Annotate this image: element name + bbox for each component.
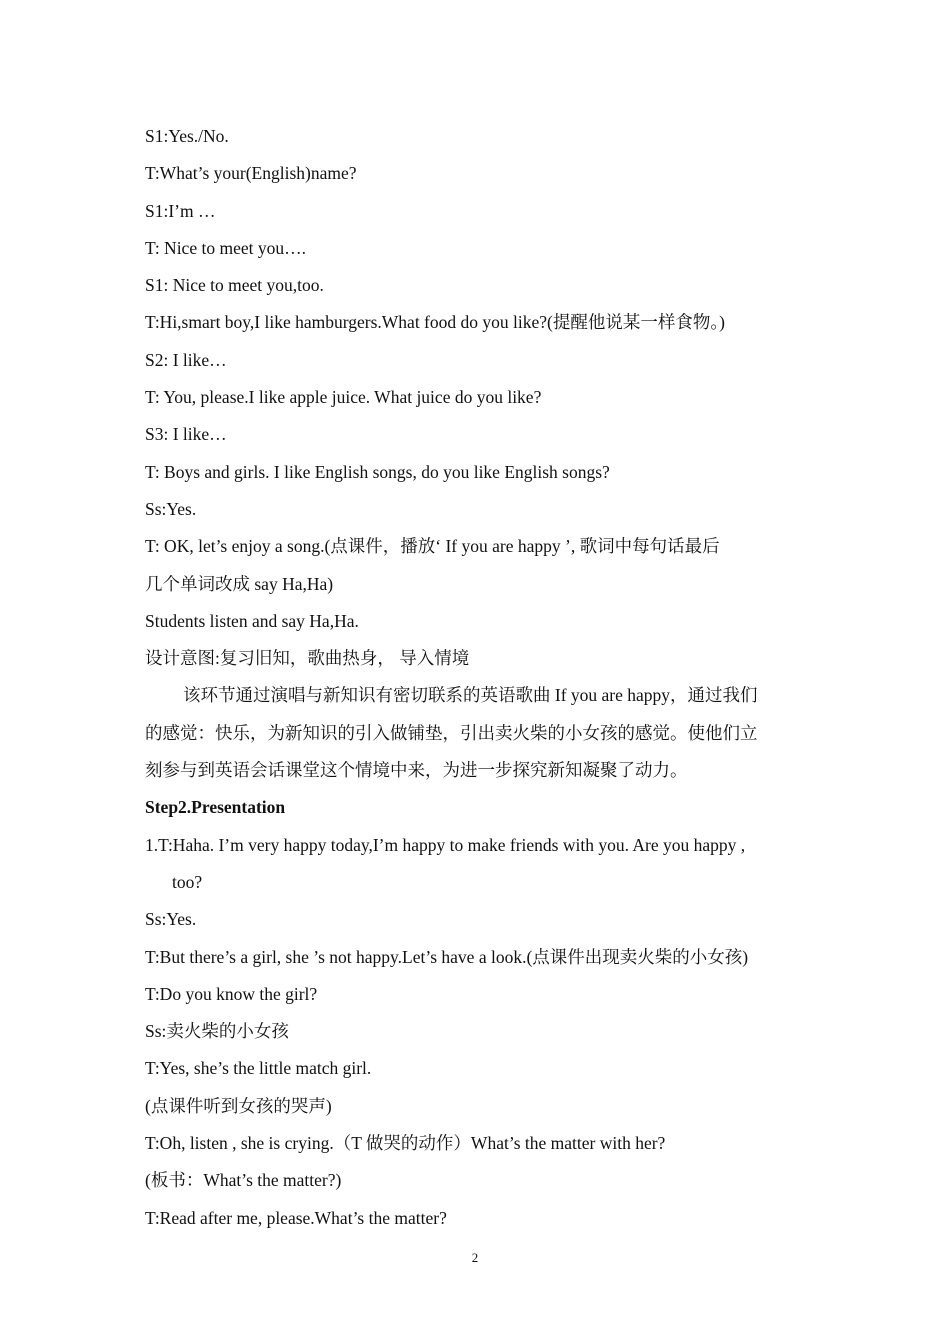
dialogue-line: T:But there’s a girl, she ’s not happy.Let’s have a look.(点课件出现卖火柴的小女孩)	[145, 946, 749, 967]
dialogue-line: T: Nice to meet you….	[145, 237, 306, 258]
dialogue-line: T: OK, let’s enjoy a song.(点课件，播放‘ If you are happy ’, 歌词中每句话最后	[145, 536, 720, 557]
page-number: 2	[471, 1250, 479, 1265]
dialogue-line: S1:Yes./No.	[145, 126, 229, 146]
dialogue-line: S2: I like…	[145, 349, 227, 370]
dialogue-line-continued: too?	[172, 871, 203, 892]
dialogue-line: T:Yes, she’s the little match girl.	[145, 1058, 372, 1079]
dialogue-line: (板书：What’s the matter?)	[145, 1170, 342, 1191]
dialogue-line: T: Boys and girls. I like English songs, do you like English songs?	[145, 461, 610, 482]
page-content	[145, 118, 810, 1237]
dialogue-line: 几个单词改成 say Ha,Ha)	[145, 573, 334, 594]
dialogue-line: T: You, please.I like apple juice. What juice do you like?	[145, 387, 542, 408]
step-heading: Step2.Presentation	[145, 797, 286, 818]
intent-paragraph-line: 刻参与到英语会话课堂这个情境中来，为进一步探究新知凝聚了动力。	[145, 760, 688, 781]
dialogue-line: 1.T:Haha. I’m very happy today,I’m happy to make friends with you. Are you happy ,	[145, 834, 746, 855]
dialogue-line: T:What’s your(English)name?	[145, 163, 357, 184]
design-intent-label: 设计意图:复习旧知，歌曲热身， 导入情境	[145, 648, 470, 669]
dialogue-line: T:Read after me, please.What’s the matter?	[145, 1207, 447, 1228]
dialogue-line: Ss:Yes.	[145, 909, 197, 930]
dialogue-line: T:Oh, listen , she is crying.（T 做哭的动作）What’s the matter with her?	[145, 1133, 666, 1154]
dialogue-line: (点课件听到女孩的哭声)	[145, 1095, 332, 1116]
intent-paragraph-line: 的感觉：快乐，为新知识的引入做铺垫，引出卖火柴的小女孩的感觉。使他们立	[145, 722, 758, 743]
dialogue-line: Students listen and say Ha,Ha.	[145, 610, 359, 631]
dialogue-line: T:Do you know the girl?	[145, 983, 318, 1004]
dialogue-line: T:Hi,smart boy,I like hamburgers.What food do you like?(提醒他说某一样食物。)	[145, 312, 725, 333]
intent-paragraph-line: 该环节通过演唱与新知识有密切联系的英语歌曲 If you are happy，通过我们	[183, 685, 758, 706]
dialogue-line: Ss:Yes.	[145, 498, 197, 519]
dialogue-line: Ss:卖火柴的小女孩	[145, 1021, 289, 1042]
dialogue-line: S3: I like…	[145, 424, 227, 445]
dialogue-line: S1:I’m …	[145, 200, 216, 221]
dialogue-line: S1: Nice to meet you,too.	[145, 275, 324, 296]
